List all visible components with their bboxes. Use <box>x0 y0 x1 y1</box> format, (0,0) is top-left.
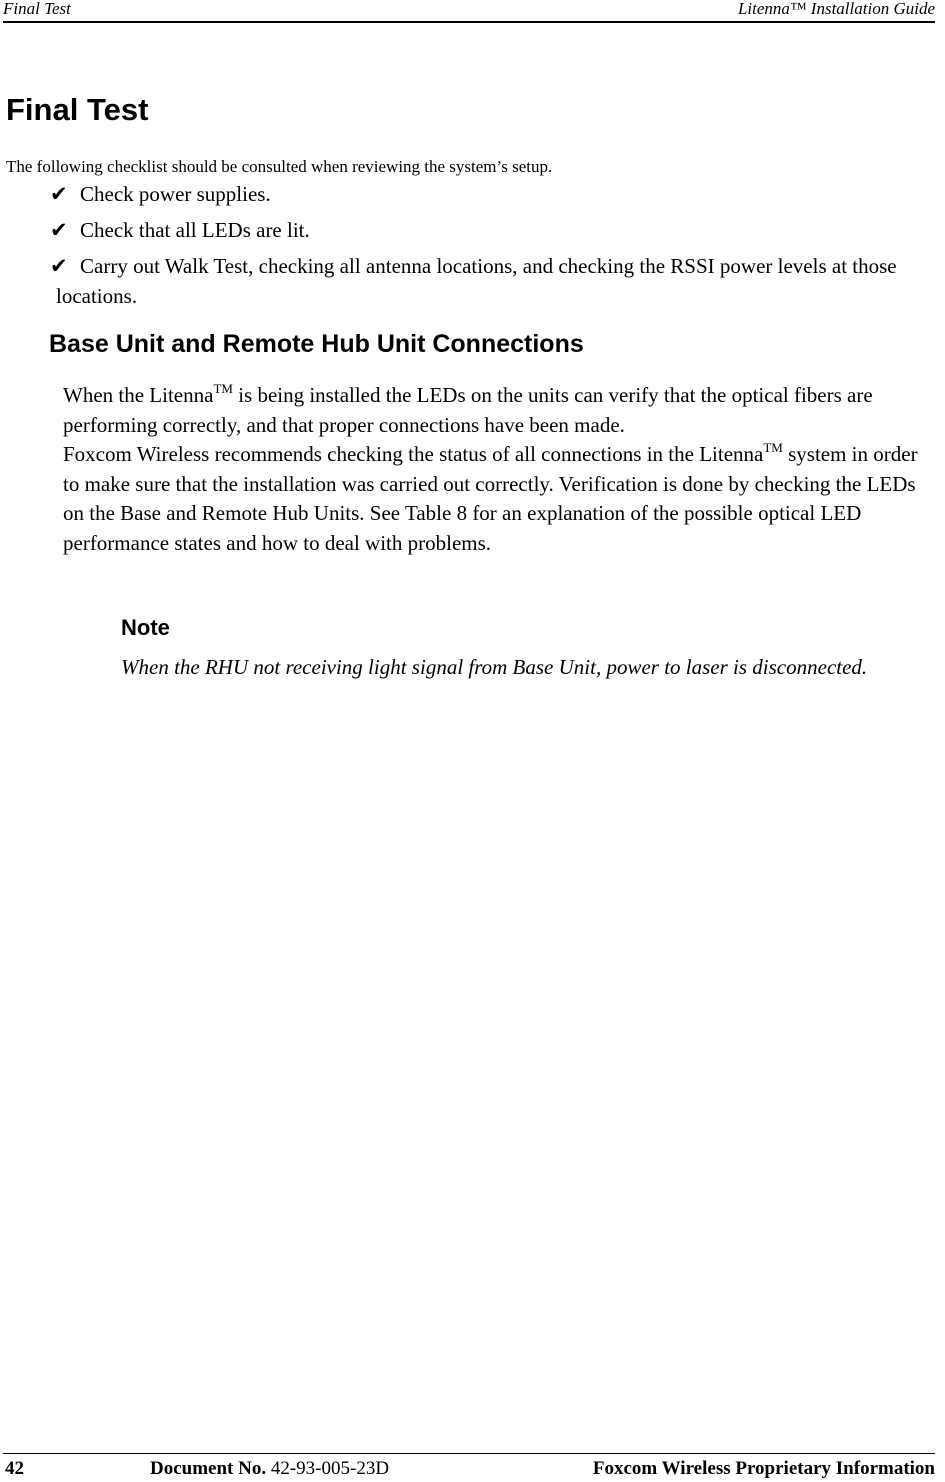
page-number: 42 <box>5 1458 24 1479</box>
paragraph <box>63 440 933 558</box>
checklist-item-text: Check that all LEDs are lit. <box>80 218 310 242</box>
paragraph-text: When the Litenna <box>63 383 214 407</box>
list-item <box>20 215 945 245</box>
paragraph-text: system in order to make sure that the installation was carried out correctly. Verification is done by checking the LEDs on the Base and Remote Hub Units. See Table 8 for an explanation of the possible optical LED performance states and how to deal with problems. <box>63 442 918 555</box>
page-footer <box>3 1453 935 1480</box>
header-section-title: Final Test <box>3 0 71 18</box>
page-header <box>3 0 935 23</box>
paragraph-text: is being installed the LEDs on the units can verify that the optical fibers are performing correctly, and that proper connections have been made. <box>63 383 873 437</box>
note-text: When the RHU not receiving light signal from Base Unit, power to laser is disconnected. <box>121 655 868 679</box>
section-body <box>63 381 933 558</box>
checklist-item-text: Carry out Walk Test, checking all antenna locations, and checking the RSSI power levels at those locations. <box>56 254 897 308</box>
section-heading: Base Unit and Remote Hub Unit Connections <box>49 330 584 358</box>
paragraph <box>63 381 933 440</box>
trademark-sup: TM <box>763 440 783 455</box>
document-number <box>150 1456 389 1482</box>
page-title: Final Test <box>6 92 149 127</box>
document-number-label: Document No. <box>150 1458 267 1479</box>
checklist <box>20 179 945 317</box>
checkmark-icon: ✔ <box>50 182 68 206</box>
list-item <box>20 251 945 311</box>
proprietary-notice: Foxcom Wireless Proprietary Information <box>592 1458 935 1479</box>
intro-text: The following checklist should be consulted when reviewing the system’s setup. <box>6 157 553 176</box>
checkmark-icon: ✔ <box>50 254 68 278</box>
note-label: Note <box>121 615 170 640</box>
header-guide-title: Litenna™ Installation Guide <box>737 0 935 18</box>
list-item <box>20 179 945 209</box>
document-number-value: 42-93-005-23D <box>266 1458 390 1479</box>
checklist-item-text: Check power supplies. <box>80 182 271 206</box>
paragraph-text: Foxcom Wireless recommends checking the status of all connections in the Litenna <box>63 442 764 466</box>
trademark-sup: TM <box>213 381 233 396</box>
checkmark-icon: ✔ <box>50 218 68 242</box>
